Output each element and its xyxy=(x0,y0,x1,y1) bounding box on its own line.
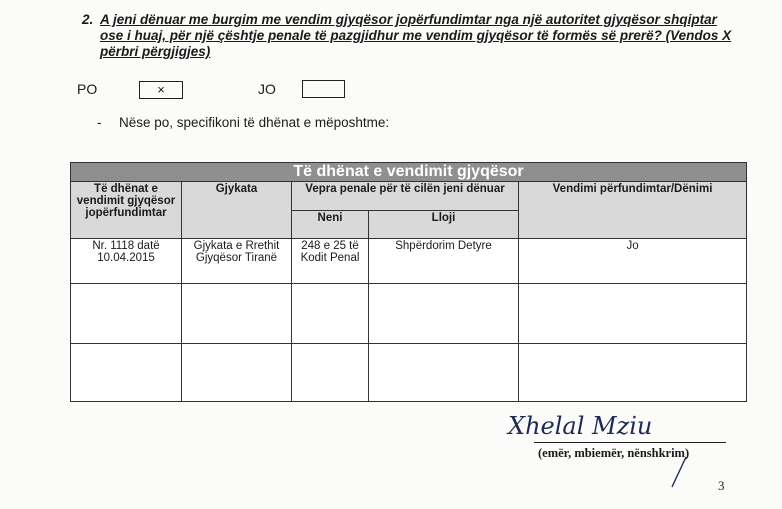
cell-article[interactable] xyxy=(292,344,369,402)
signature-caption: (emër, mbiemër, nënshkrim) xyxy=(538,446,690,460)
instruction-text: Nëse po, specifikoni të dhënat e mëposhtme: xyxy=(119,115,390,130)
header-decision-data: Të dhënat e vendimit gjyqësor jopërfundimtar xyxy=(71,182,182,239)
table-row xyxy=(71,239,747,284)
table-title: Të dhënat e vendimit gjyqësor xyxy=(71,163,747,182)
cell-court[interactable] xyxy=(182,284,292,344)
court-decision-table xyxy=(70,162,747,402)
cell-decision-data[interactable] xyxy=(71,344,182,402)
signature-stroke xyxy=(670,455,688,489)
page-number: 3 xyxy=(718,478,725,493)
table-row xyxy=(71,344,747,402)
po-label: PO xyxy=(77,81,98,97)
jo-label: JO xyxy=(258,81,276,97)
handwritten-signature: Xhelal Mziu xyxy=(508,412,653,440)
cell-article[interactable]: 248 e 25 të Kodit Penal xyxy=(292,239,369,284)
header-type: Lloji xyxy=(369,210,519,239)
cell-type[interactable] xyxy=(369,284,519,344)
cell-court[interactable]: Gjykata e Rrethit Gjyqësor Tiranë xyxy=(182,239,292,284)
header-offense: Vepra penale për të cilën jeni dënuar xyxy=(292,182,519,211)
po-checkbox[interactable]: × xyxy=(139,81,183,99)
cell-decision-data[interactable]: Nr. 1118 datë 10.04.2015 xyxy=(71,239,182,284)
cell-decision-data[interactable] xyxy=(71,284,182,344)
cell-type[interactable] xyxy=(369,344,519,402)
instruction-dash: - xyxy=(97,115,102,130)
cell-court[interactable] xyxy=(182,344,292,402)
instruction xyxy=(97,115,389,130)
table-row xyxy=(71,284,747,344)
header-court: Gjykata xyxy=(182,182,292,239)
cell-type[interactable]: Shpërdorim Detyre xyxy=(369,239,519,284)
header-final-decision: Vendimi përfundimtar/Dënimi xyxy=(519,182,747,239)
header-article: Neni xyxy=(292,210,369,239)
signature-line xyxy=(534,442,726,443)
question-text: A jeni dënuar me burgim me vendim gjyqësor jopërfundimtar nga një autoritet gjyqësor shqiptar ose i huaj, për një çështje penale të pazgjidhur me vendim gjyqësor të formës së prerë? (Vendos X përbri përgjigjes) xyxy=(100,12,732,59)
cell-final-decision[interactable] xyxy=(519,344,747,402)
cell-final-decision[interactable]: Jo xyxy=(519,239,747,284)
cell-article[interactable] xyxy=(292,284,369,344)
jo-checkbox[interactable] xyxy=(302,80,345,98)
question-number: 2. xyxy=(82,12,94,27)
cell-final-decision[interactable] xyxy=(519,284,747,344)
